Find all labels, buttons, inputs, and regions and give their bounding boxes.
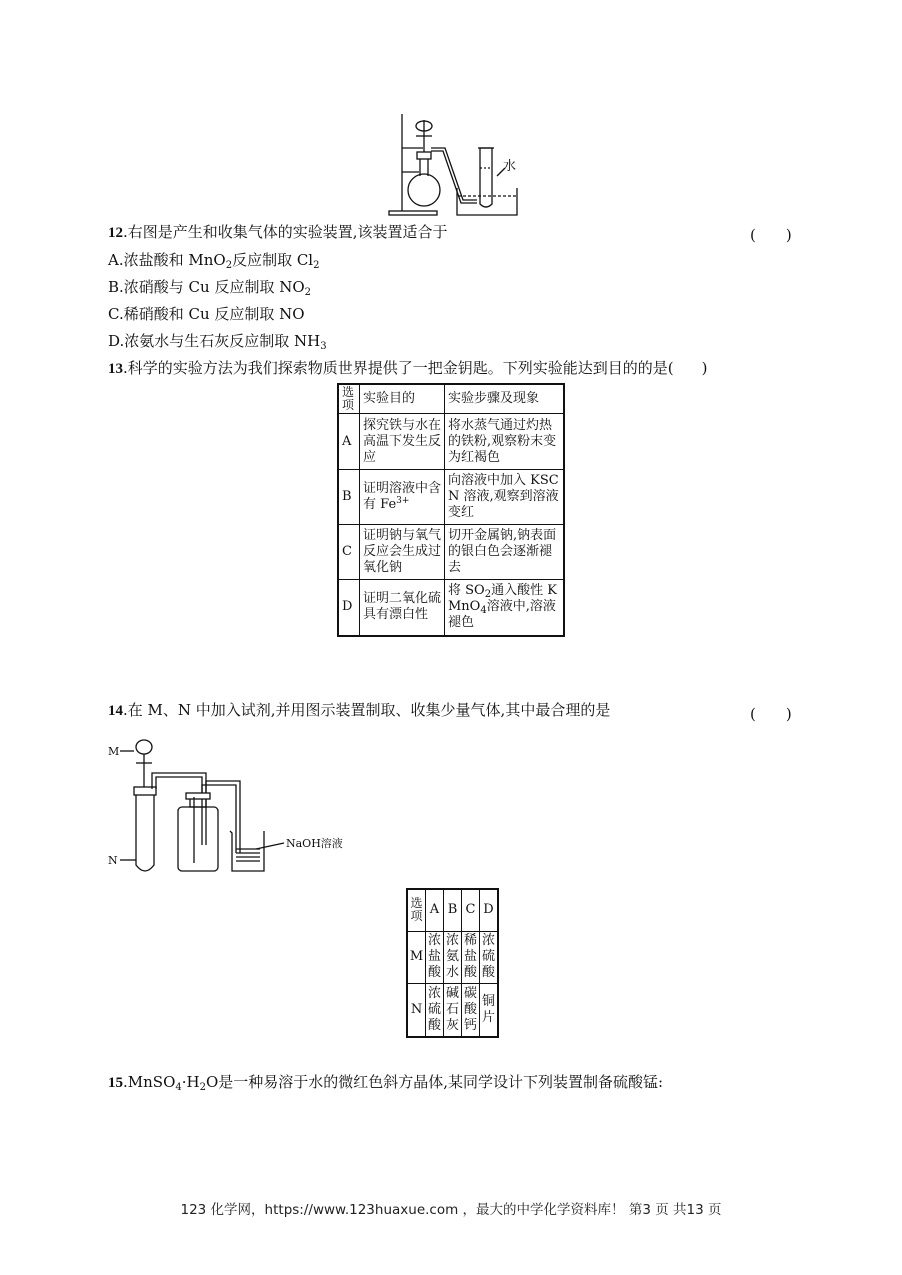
q12-answer-paren: ( ) bbox=[750, 226, 792, 244]
q12-option-d: D.浓氨水与生石灰反应制取 $NH_3$ bbox=[108, 332, 327, 352]
q12-water-label: 水 bbox=[503, 159, 517, 174]
q12-stem bbox=[108, 222, 448, 243]
q12-stem-text: .右图是产生和收集气体的实验装置,该装置适合于 bbox=[123, 223, 448, 241]
q14-stem bbox=[108, 700, 610, 721]
q15-number: 15 bbox=[108, 1075, 123, 1091]
q12-option-c: C.稀硝酸和 Cu 反应制取 NO bbox=[108, 305, 305, 323]
q14-apparatus-diagram bbox=[106, 735, 356, 877]
q15-stem: $15.MnSO_4\cdot H_2O$是一种易溶于水的微红色斜方晶体,某同学设计下列装置制备硫酸锰: bbox=[108, 1073, 664, 1093]
q14-number: 14 bbox=[108, 703, 123, 719]
table-row: A 探究铁与水在高温下发生反应 将水蒸气通过灼热的铁粉,观察粉末变为红褐色 bbox=[338, 414, 564, 470]
q14-table-header: 选项 A B C D bbox=[407, 889, 498, 931]
q13-stem: 13.科学的实验方法为我们探索物质世界提供了一把金钥匙。下列实验能达到目的的是( ) bbox=[108, 359, 708, 377]
q14-table bbox=[406, 888, 499, 1038]
table-row: C 证明钠与氧气反应会生成过氧化钠 切开金属钠,钠表面的银白色会逐渐褪去 bbox=[338, 525, 564, 580]
q13-number: 13 bbox=[108, 361, 123, 377]
table-row: M 浓盐酸 浓氨水 稀盐酸 浓硫酸 bbox=[407, 931, 498, 983]
q12-number: 12 bbox=[108, 225, 123, 241]
table-row: N 浓硫酸 碱石灰 碳酸钙 铜片 bbox=[407, 983, 498, 1037]
q12-option-b: B.浓硝酸与 Cu 反应制取 $NO_2$ bbox=[108, 278, 312, 298]
q13-table-header: 选项 实验目的 实验步骤及现象 bbox=[338, 384, 564, 414]
q14-stem-text: .在 M、N 中加入试剂,并用图示装置制取、收集少量气体,其中最合理的是 bbox=[123, 701, 611, 719]
q13-stem-text: .科学的实验方法为我们探索物质世界提供了一把金钥匙。下列实验能达到目的的是( bbox=[123, 359, 674, 377]
table-row: D 证明二氧化硫具有漂白性 将 $SO_2$通入酸性 KMnO$_4$溶液中,溶液褪色 bbox=[338, 580, 564, 636]
q13-table bbox=[337, 383, 565, 637]
q14-label-naoh: NaOH溶液 bbox=[286, 837, 343, 850]
q14-answer-paren: ( ) bbox=[750, 705, 792, 723]
q14-label-n: N bbox=[108, 854, 118, 867]
page-footer: 123 化学网，https://www.123huaxue.com ，最大的中学化学资料库！ 第3 页 共13 页 bbox=[180, 1202, 722, 1218]
q14-label-m: M bbox=[108, 745, 120, 758]
table-row: B 证明溶液中含有 $Fe^{3+}$ 向溶液中加入 KSCN 溶液,观察到溶液变红 bbox=[338, 470, 564, 525]
q12-apparatus-diagram bbox=[385, 108, 520, 220]
q12-option-a: A.浓盐酸和 MnO$_2$反应制取 $Cl_2$ bbox=[108, 251, 320, 271]
